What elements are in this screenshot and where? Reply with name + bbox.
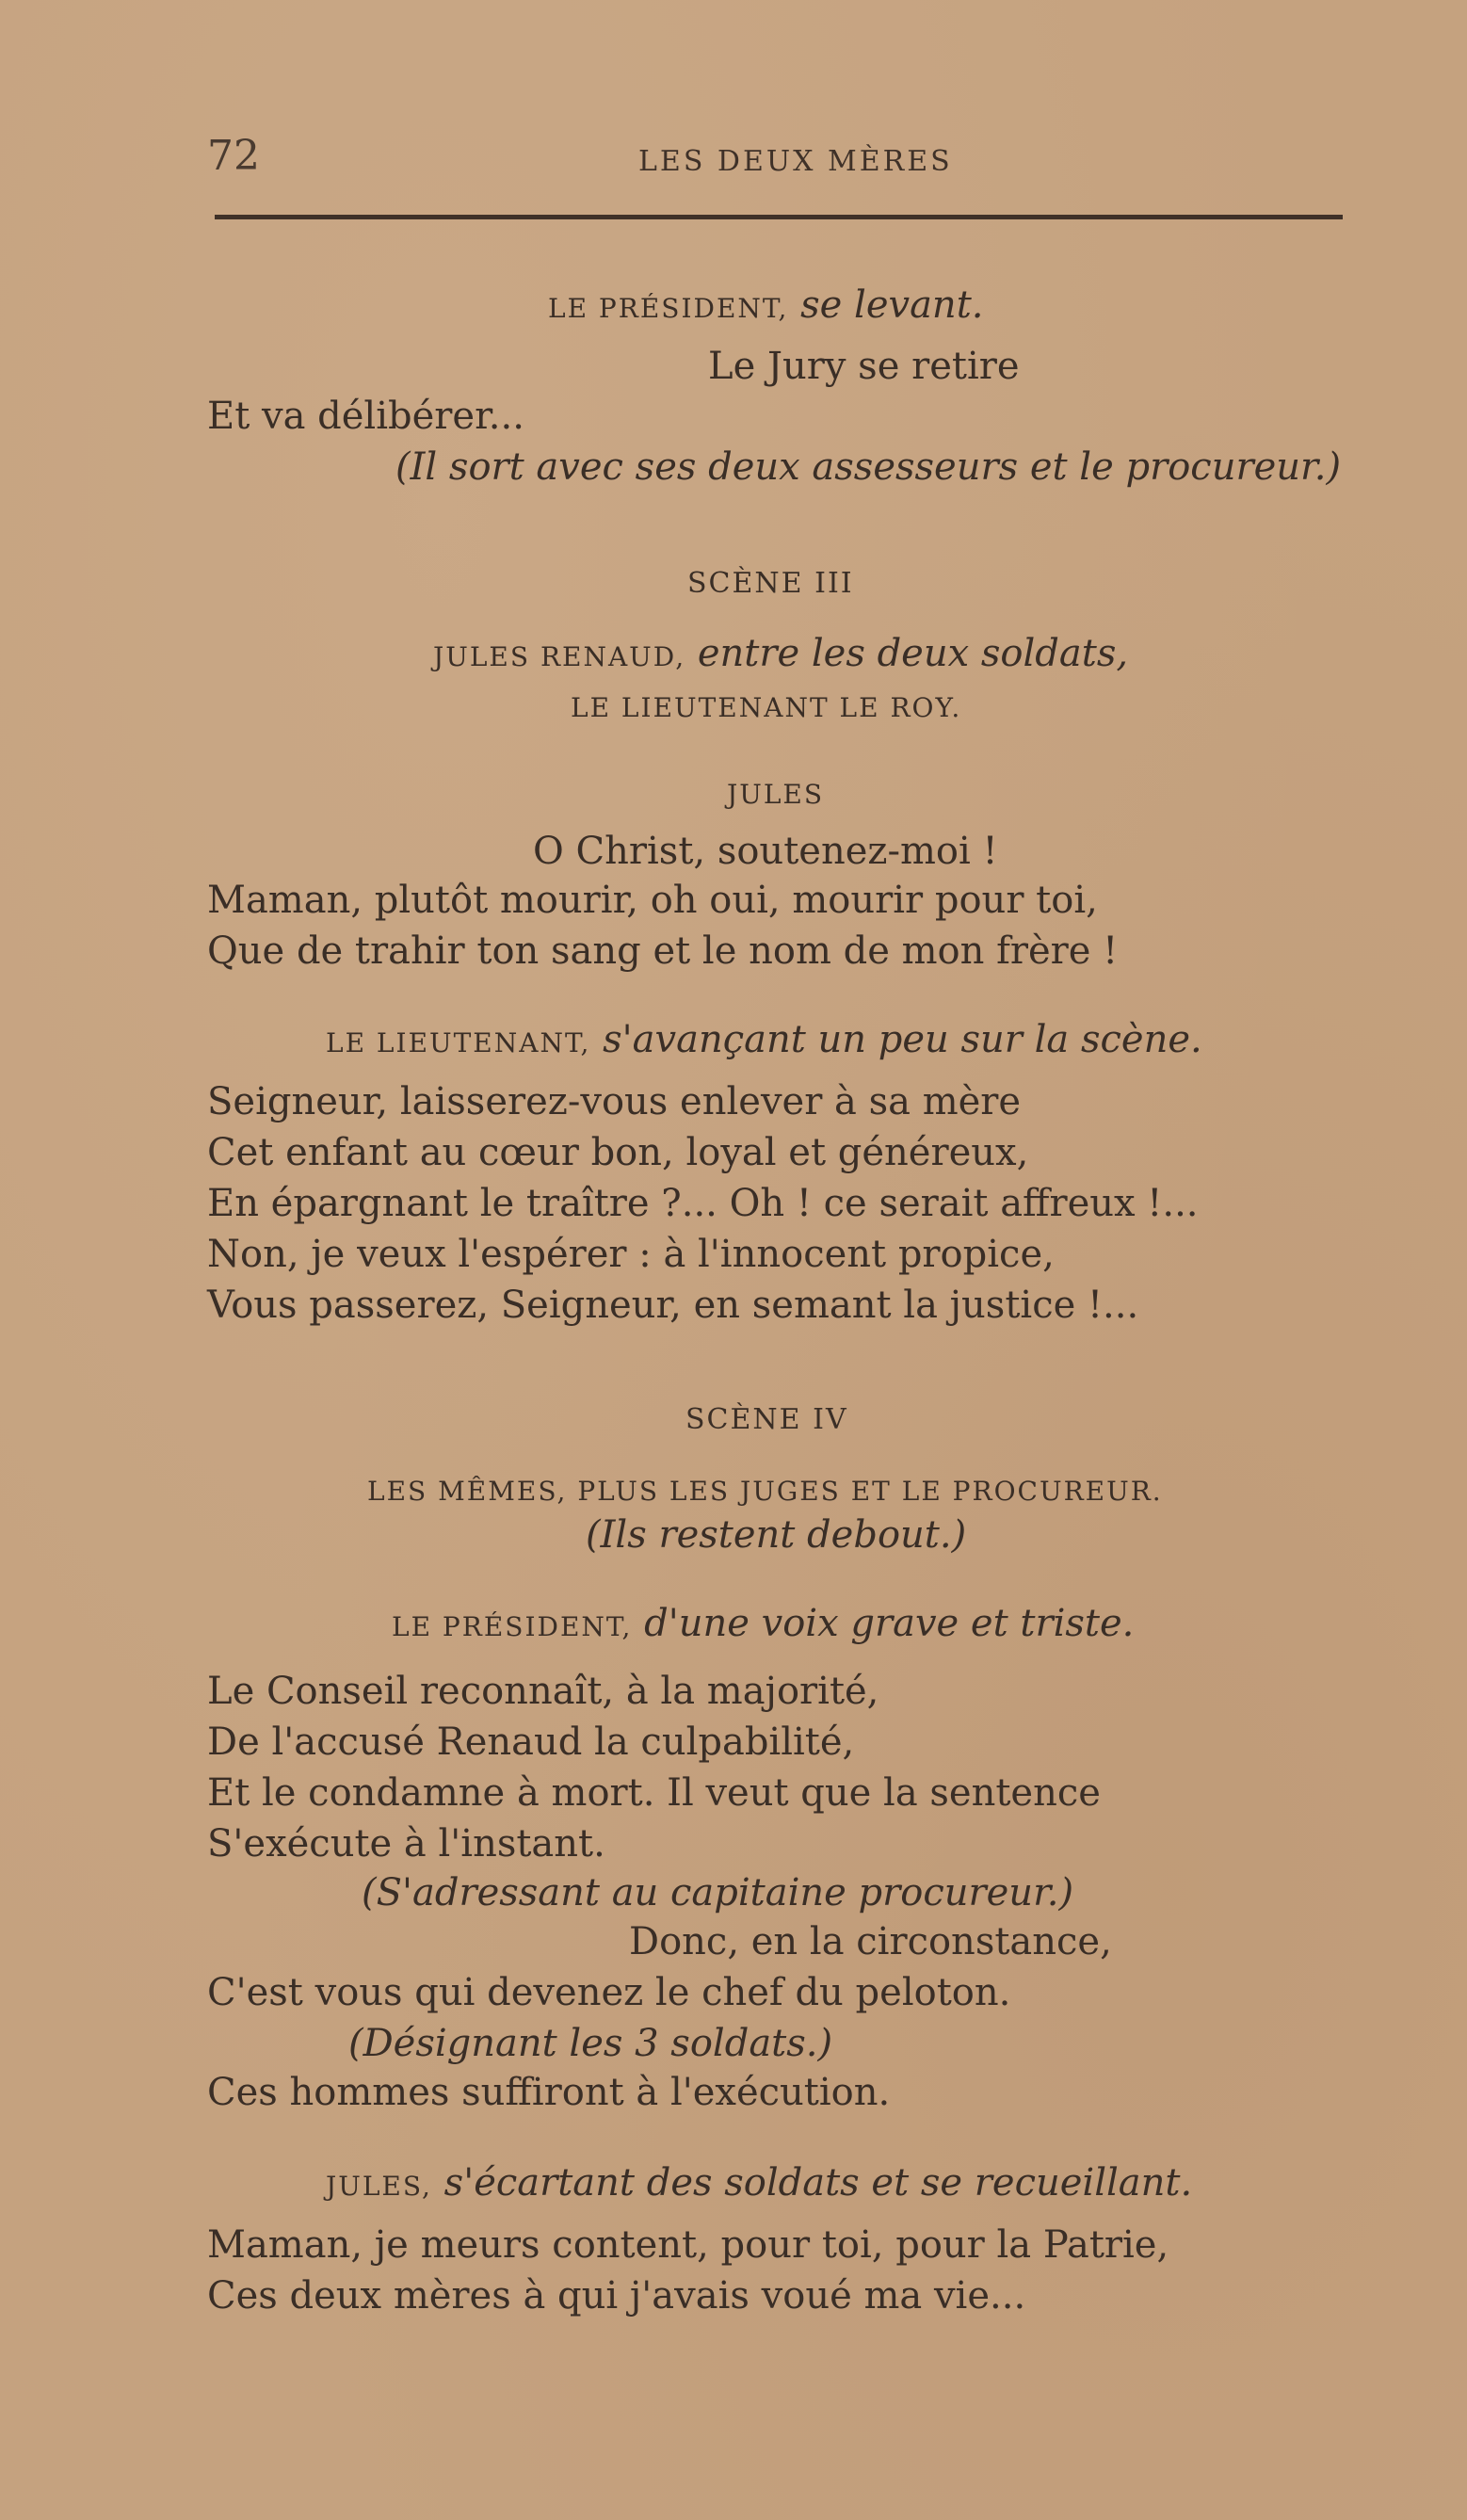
verse-line: Seigneur, laisserez-vous enlever à sa mère [207, 1080, 1022, 1123]
stage-direction: d'une voix grave et triste. [632, 1602, 1135, 1645]
stage-direction: (Il sort avec ses deux assesseurs et le procureur.) [395, 445, 1342, 489]
stage-direction: (Désignant les 3 soldats.) [348, 2022, 833, 2065]
scene-heading: SCÈNE IV [685, 1403, 848, 1436]
verse-line: Cet enfant au cœur bon, loyal et généreux, [207, 1131, 1029, 1174]
speaker-heading [392, 1601, 1134, 1650]
verse-line: Et le condamne à mort. Il veut que la sentence [207, 1771, 1101, 1815]
scene-heading: SCÈNE III [687, 567, 854, 600]
verse-line: Donc, en la circonstance, [629, 1920, 1112, 1963]
verse-line: O Christ, soutenez-moi ! [533, 830, 998, 873]
stage-direction: (Ils restent debout.) [586, 1513, 967, 1557]
verse-line: Et va délibérer... [207, 395, 524, 438]
page-number: 72 [207, 132, 260, 180]
header-rule [215, 215, 1343, 219]
cast-list [433, 631, 1128, 680]
verse-line: Le Conseil reconnaît, à la majorité, [207, 1670, 879, 1713]
verse-line: En épargnant le traître ?... Oh ! ce serait affreux !... [207, 1182, 1199, 1225]
stage-direction: (S'adressant au capitaine procureur.) [362, 1871, 1074, 1914]
stage-direction: s'avançant un peu sur la scène. [590, 1018, 1202, 1061]
speaker-name: LE PRÉSIDENT, [548, 293, 789, 324]
verse-line: S'exécute à l'instant. [207, 1822, 605, 1866]
verse-line: Maman, je meurs content, pour toi, pour la Patrie, [207, 2223, 1169, 2267]
cast-name: JULES RENAUD, [433, 641, 686, 672]
verse-line: Ces deux mères à qui j'avais voué ma vie... [207, 2274, 1026, 2318]
verse-line: De l'accusé Renaud la culpabilité, [207, 1720, 855, 1764]
cast-list: LES MÊMES, PLUS LES JUGES ET LE PROCUREUR. [367, 1476, 1163, 1507]
verse-line: Maman, plutôt mourir, oh oui, mourir pour toi, [207, 879, 1098, 922]
stage-direction: s'écartant des soldats et se recueillant. [431, 2161, 1193, 2205]
speaker-name: LE PRÉSIDENT, [392, 1611, 633, 1642]
verse-line: Le Jury se retire [708, 345, 1020, 388]
verse-line: Ces hommes suffiront à l'exécution. [207, 2071, 891, 2114]
page-header [207, 132, 1342, 188]
running-title: LES DEUX MÈRES [638, 145, 953, 178]
speaker-heading [326, 1017, 1202, 1066]
verse-line: Vous passerez, Seigneur, en semant la justice !... [207, 1284, 1139, 1327]
cast-direction: entre les deux soldats, [685, 632, 1129, 675]
verse-line: Non, je veux l'espérer : à l'innocent propice, [207, 1233, 1055, 1276]
speaker-name: JULES [727, 779, 825, 810]
stage-direction: se levant. [788, 283, 984, 327]
speaker-heading [326, 2160, 1192, 2209]
speaker-name: LE LIEUTENANT, [326, 1027, 591, 1058]
verse-line: C'est vous qui devenez le chef du peloton. [207, 1971, 1011, 2014]
speaker-name: JULES, [326, 2171, 432, 2202]
cast-name: LE LIEUTENANT LE ROY. [571, 692, 962, 723]
speaker-heading [548, 283, 983, 331]
verse-line: Que de trahir ton sang et le nom de mon frère ! [207, 929, 1119, 973]
